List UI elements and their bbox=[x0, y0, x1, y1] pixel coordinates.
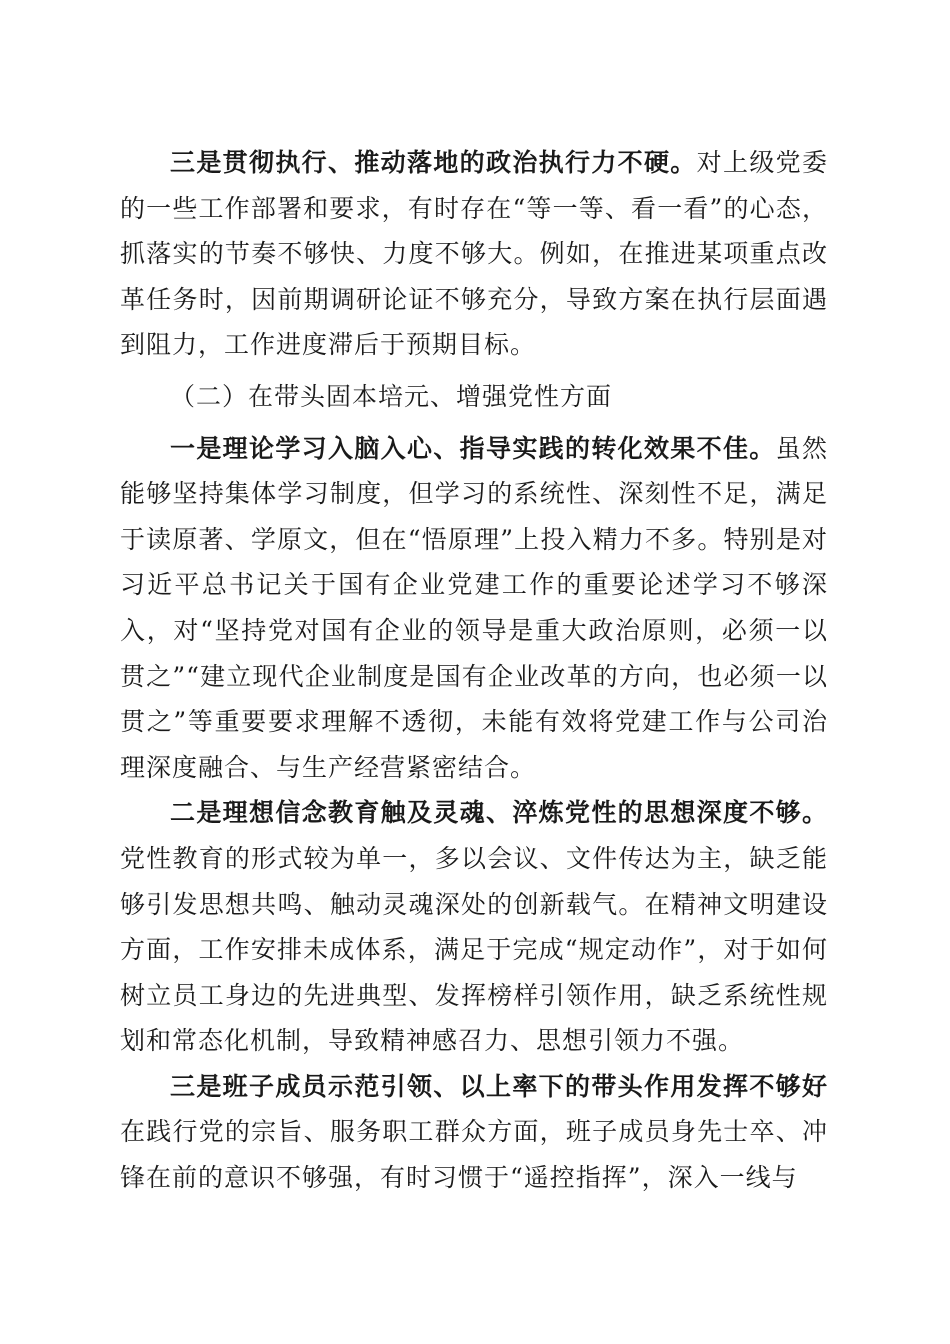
paragraph-execution bbox=[120, 140, 828, 368]
document-page bbox=[120, 140, 828, 1201]
paragraph-lead: 三是贯彻执行、推动落地的政治执行力不硬。 bbox=[170, 148, 697, 177]
paragraph-body: 党性教育的形式较为单一，多以会议、文件传达为主，缺乏能够引发思想共鸣、触动灵魂深处的创新载气。在精神文明建设方面，工作安排未成体系，满足于完成“规定动作”，对于如何树立员工身边的先进典型、发挥榜样引领作用，缺乏系统性规划和常态化机制，导致精神感召力、思想引领力不强。 bbox=[120, 843, 828, 1056]
paragraph-body: 对上级党委的一些工作部署和要求，有时存在“等一等、看一看”的心态，抓落实的节奏不够快、力度不够大。例如，在推进某项重点改革任务时，因前期调研论证不够充分，导致方案在执行层面遇到阻力，工作进度滞后于预期目标。 bbox=[120, 148, 828, 360]
paragraph-theory-study bbox=[120, 426, 828, 791]
section-heading: （二）在带头固本培元、增强党性方面 bbox=[170, 381, 613, 411]
paragraph-lead: 二是理想信念教育触及灵魂、淬炼党性的思想深度不够。 bbox=[170, 798, 828, 828]
paragraph-leadership-example bbox=[120, 1064, 828, 1201]
paragraph-lead: 一是理论学习入脑入心、指导实践的转化效果不佳。 bbox=[170, 433, 776, 463]
paragraph-ideals-education bbox=[120, 790, 828, 1064]
paragraph-body: 虽然能够坚持集体学习制度，但学习的系统性、深刻性不足，满足于读原著、学原文，但在“悟原理”上投入精力不多。特别是对习近平总书记关于国有企业党建工作的重要论述学习不够深入，对“坚持党对国有企业的领导是重大政治原则，必须一以贯之”“建立现代企业制度是国有企业改革的方向，也必须一以贯之”等重要要求理解不透彻，未能有效将党建工作与公司治理深度融合、与生产经营紧密结合。 bbox=[120, 433, 828, 782]
paragraph-lead: 三是班子成员示范引领、以上率下的带头作用发挥不够好 bbox=[170, 1071, 828, 1101]
paragraph-body: 在践行党的宗旨、服务职工群众方面，班子成员身先士卒、冲锋在前的意识不够强，有时习惯于“遥控指挥”，深入一线与 bbox=[120, 1117, 828, 1193]
